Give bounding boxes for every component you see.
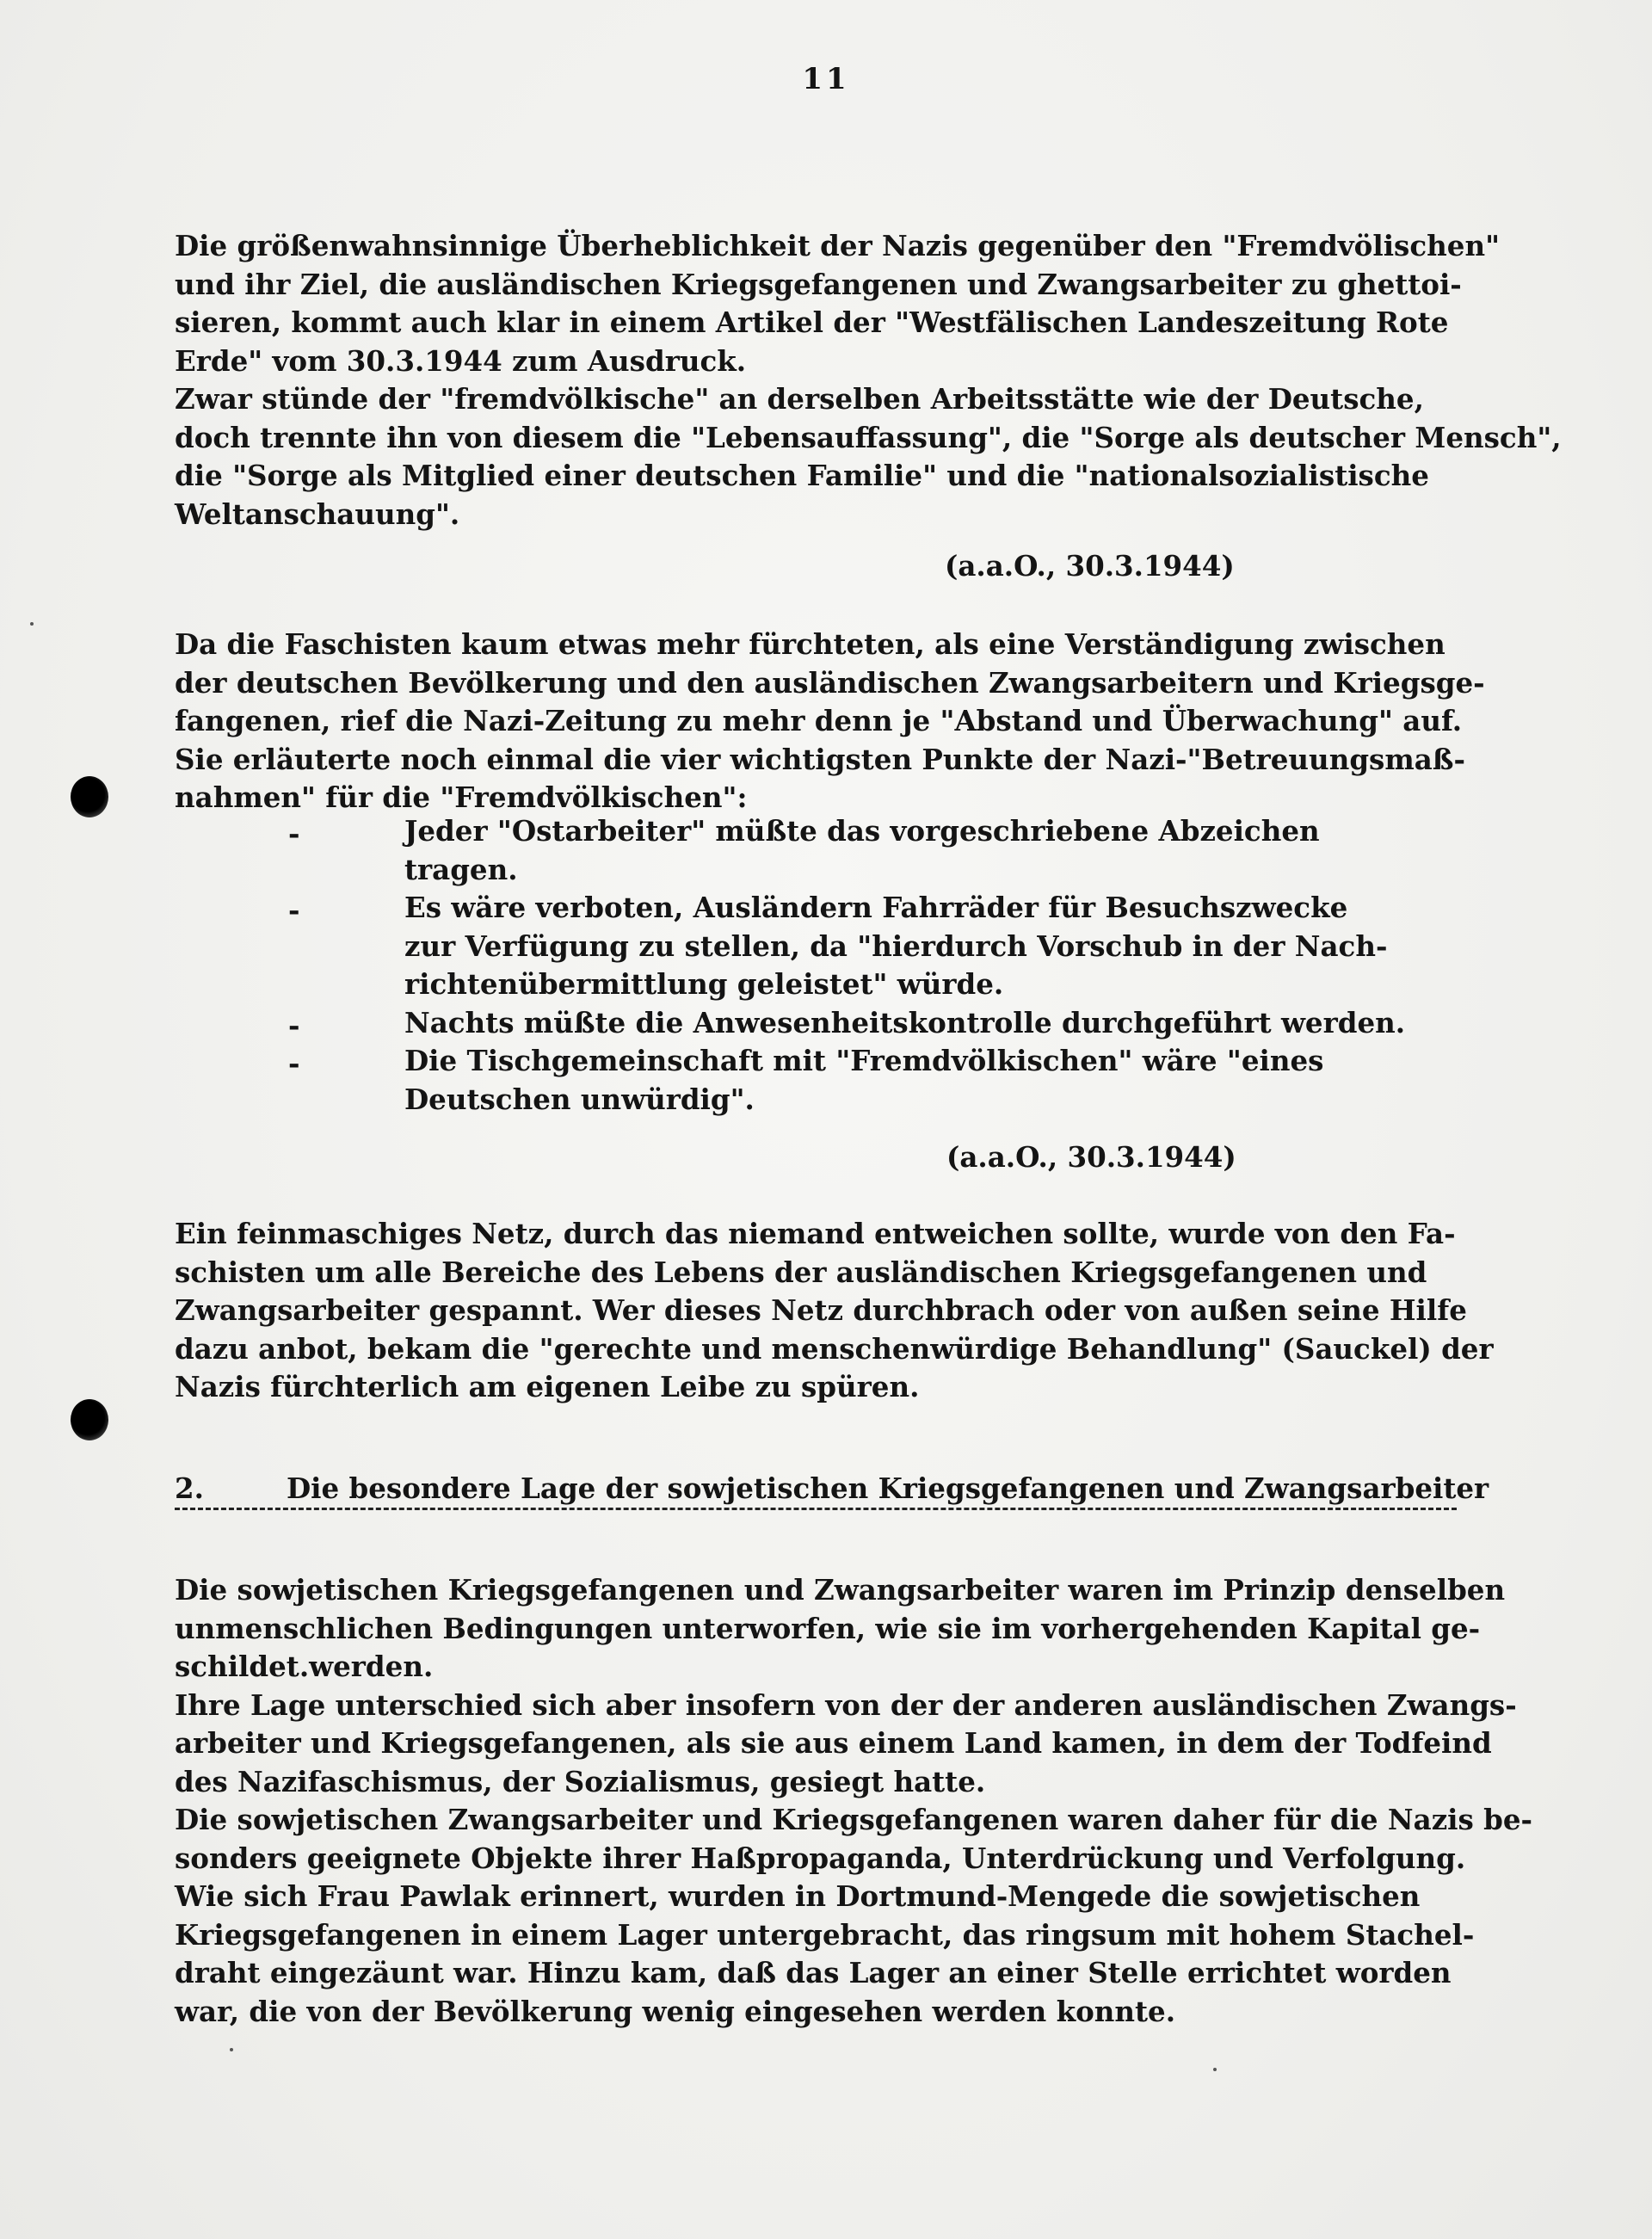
text-line: fangenen, rief die Nazi-Zeitung zu mehr denn je "Abstand und Überwachung" auf. [175,704,1463,737]
text-line: Ein feinmaschiges Netz, durch das niemand entweichen sollte, wurde von den Fa- [175,1217,1456,1250]
text-line: Die größenwahnsinnige Überheblichkeit der Nazis gegenüber den "Fremdvölischen" [175,229,1501,262]
text-line: Erde" vom 30.3.1944 zum Ausdruck. [175,343,747,378]
bullet-dash: - [288,1008,300,1042]
paragraph-2 [175,626,1485,817]
text-line: Kriegsgefangenen in einem Lager untergebracht, das ringsum mit hohem Stachel- [175,1917,1475,1952]
text-line: Die Tischgemeinschaft mit "Fremdvölkischen" wäre "eines [404,1044,1324,1077]
paragraph-3 [175,1215,1494,1407]
text-line: Es wäre verboten, Ausländern Fahrräder für Besuchszwecke [404,891,1348,924]
text-line: nahmen" für die "Fremdvölkischen": [175,780,748,814]
punch-hole [71,776,108,817]
text-line: schildet.werden. [175,1650,434,1683]
text-line: Sie erläuterte noch einmal die vier wichtigsten Punkte der Nazi-"Betreuungsmaß- [175,742,1465,776]
text-line: zur Verfügung zu stellen, da "hierdurch Vorschub in der Nach- [404,928,1388,963]
text-line: tragen. [404,852,518,886]
text-line: die "Sorge als Mitglied einer deutschen Familie" und die "nationalsozialistische [175,459,1429,492]
text-line: dazu anbot, bekam die "gerechte und menschenwürdige Behandlung" (Sauckel) der [175,1331,1494,1366]
text-line: war, die von der Bevölkerung wenig eingesehen werden konnte. [175,1994,1176,2028]
bullet-dash: - [288,1046,300,1080]
heading-underline [175,1508,1457,1510]
text-line: sonders geeignete Objekte ihrer Haßpropaganda, Unterdrückung und Verfolgung. [175,1841,1466,1875]
paragraph-1 [175,227,1562,534]
text-line: sieren, kommt auch klar in einem Artikel der "Westfälischen Landeszeitung Rote [175,305,1449,339]
text-line: des Nazifaschismus, der Sozialismus, gesiegt hatte. [175,1764,986,1798]
text-line: doch trennte ihn von diesem die "Lebensauffassung", die "Sorge als deutscher Mensch", [175,420,1562,454]
bullet-item [404,1042,1394,1119]
paragraph-4 [175,1571,1532,2031]
text-line: der deutschen Bevölkerung und den ausländischen Zwangsarbeitern und Kriegsge- [175,665,1485,700]
text-line: Da die Faschisten kaum etwas mehr fürchteten, als eine Verständigung zwischen [175,627,1446,661]
text-line: Deutschen unwürdig". [404,1082,755,1116]
text-line: Nachts müßte die Anwesenheitskontrolle durchgeführt werden. [404,1006,1406,1039]
text-line: Ihre Lage unterschied sich aber insofern von der der anderen ausländischen Zwangs- [175,1687,1517,1722]
bullet-item [404,1004,1406,1043]
scan-speck [30,622,34,626]
page-number: 11 [802,62,850,96]
bullet-dash: - [288,817,300,850]
text-line: Weltanschauung". [175,497,460,531]
text-line: unmenschlichen Bedingungen unterworfen, wie sie im vorhergehenden Kapital ge- [175,1611,1481,1645]
section-heading [175,1471,1489,1505]
bullet-dash: - [288,893,300,927]
text-line: Zwar stünde der "fremdvölkische" an derselben Arbeitsstätte wie der Deutsche, [175,382,1424,416]
scan-speck [1213,2068,1217,2071]
text-line: Jeder "Ostarbeiter" müßte das vorgeschriebene Abzeichen [404,814,1320,848]
text-line: richtenübermittlung geleistet" würde. [404,967,1004,1001]
citation: (a.a.O., 30.3.1944) [945,549,1235,583]
punch-hole [71,1399,108,1440]
text-line: schisten um alle Bereiche des Lebens der ausländischen Kriegsgefangenen und [175,1255,1427,1289]
bullet-item [404,889,1394,1004]
text-line: Zwangsarbeiter gespannt. Wer dieses Netz durchbrach oder von außen seine Hilfe [175,1293,1467,1327]
text-line: arbeiter und Kriegsgefangenen, als sie aus einem Land kamen, in dem der Todfeind [175,1726,1492,1760]
text-line: Die sowjetischen Kriegsgefangenen und Zwangsarbeiter waren im Prinzip denselben [175,1573,1506,1607]
bullet-item [404,812,1394,889]
text-line: und ihr Ziel, die ausländischen Kriegsgefangenen und Zwangsarbeiter zu ghettoi- [175,267,1462,301]
citation: (a.a.O., 30.3.1944) [946,1140,1236,1174]
text-line: Nazis fürchterlich am eigenen Leibe zu spüren. [175,1370,920,1403]
text-line: Die sowjetischen Zwangsarbeiter und Kriegsgefangenen waren daher für die Nazis be- [175,1803,1532,1836]
section-title: Die besondere Lage der sowjetischen Kriegsgefangenen und Zwangsarbeiter [287,1471,1489,1505]
text-line: draht eingezäunt war. Hinzu kam, daß das Lager an einer Stelle errichtet worden [175,1956,1452,1989]
section-number: 2. [175,1471,204,1505]
scan-speck [230,2048,233,2051]
text-line: Wie sich Frau Pawlak erinnert, wurden in Dortmund-Mengede die sowjetischen [175,1879,1421,1913]
